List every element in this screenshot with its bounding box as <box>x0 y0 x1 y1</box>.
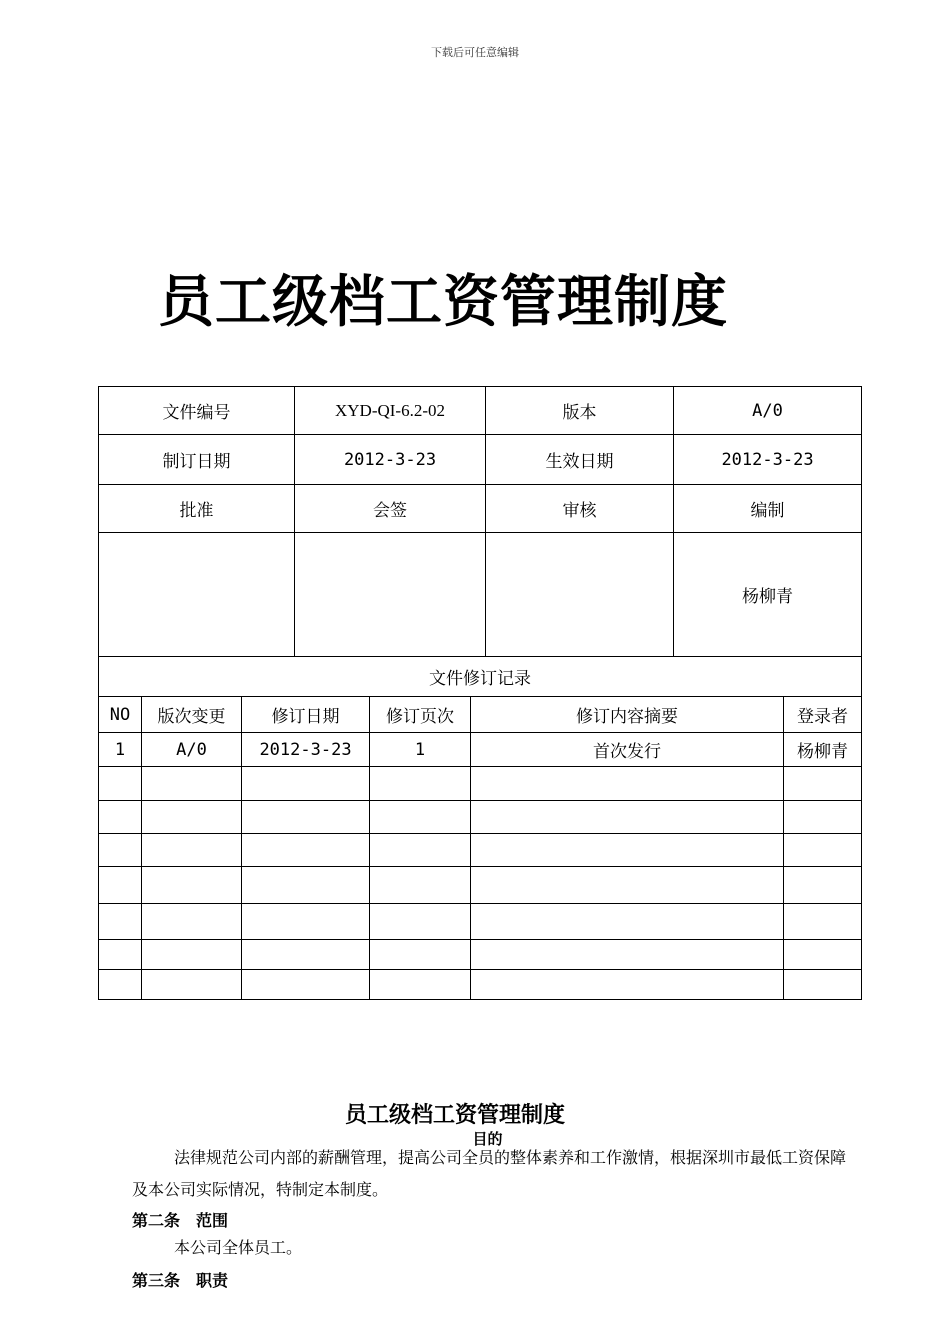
label-file-number: 文件编号 <box>99 387 295 435</box>
revision-header-row <box>99 697 862 733</box>
table-row <box>99 733 862 767</box>
info-row <box>99 387 862 435</box>
table-row <box>99 767 862 801</box>
article-3-heading: 第三条 职责 <box>132 1271 229 1290</box>
label-countersign: 会签 <box>295 485 486 533</box>
signature-countersign <box>295 533 486 657</box>
article-2-heading: 第二条 范围 <box>132 1211 229 1230</box>
section-title: 员工级档工资管理制度 <box>344 1103 565 1128</box>
document-title: 员工级档工资管理制度 <box>158 270 728 335</box>
table-row <box>99 904 862 940</box>
table-row <box>99 940 862 970</box>
signature-approve <box>99 533 295 657</box>
cell-no: 1 <box>99 733 142 767</box>
table-row <box>99 970 862 1000</box>
label-created-date: 制订日期 <box>99 435 295 485</box>
purpose-paragraph: 法律规范公司内部的薪酬管理，提高公司全员的整体素养和工作激情，根据深圳市最低工资保障及本公司实际情况，特制定本制度。 <box>132 1148 847 1199</box>
table-row <box>99 834 862 867</box>
header-no: NO <box>99 697 142 733</box>
label-effective-date: 生效日期 <box>486 435 674 485</box>
label-approve: 批准 <box>99 485 295 533</box>
value-created-date: 2012-3-23 <box>295 435 486 485</box>
header-revision-date: 修订日期 <box>242 697 370 733</box>
cell-page: 1 <box>370 733 471 767</box>
signature-compile: 杨柳青 <box>674 533 862 657</box>
revision-record-table <box>98 656 862 1000</box>
table-row <box>99 801 862 834</box>
revision-table-title: 文件修订记录 <box>99 657 862 697</box>
header-revision-page: 修订页次 <box>370 697 471 733</box>
value-effective-date: 2012-3-23 <box>674 435 862 485</box>
info-row <box>99 485 862 533</box>
table-row <box>99 867 862 904</box>
label-compile: 编制 <box>674 485 862 533</box>
purpose-heading: 目的 <box>472 1130 503 1148</box>
article-2-paragraph: 本公司全体员工。 <box>174 1238 303 1257</box>
label-review: 审核 <box>486 485 674 533</box>
info-row <box>99 435 862 485</box>
cell-recorder: 杨柳青 <box>784 733 862 767</box>
cell-date: 2012-3-23 <box>242 733 370 767</box>
cell-version: A/0 <box>142 733 242 767</box>
cell-summary: 首次发行 <box>471 733 784 767</box>
signature-row <box>99 533 862 657</box>
revision-title-row <box>99 657 862 697</box>
document-info-table <box>98 386 862 657</box>
header-recorder: 登录者 <box>784 697 862 733</box>
header-version-change: 版次变更 <box>142 697 242 733</box>
label-version: 版本 <box>486 387 674 435</box>
value-version: A/0 <box>674 387 862 435</box>
watermark-text: 下载后可任意编辑 <box>431 46 519 59</box>
value-file-number: XYD-QI-6.2-02 <box>295 387 486 435</box>
header-revision-summary: 修订内容摘要 <box>471 697 784 733</box>
signature-review <box>486 533 674 657</box>
